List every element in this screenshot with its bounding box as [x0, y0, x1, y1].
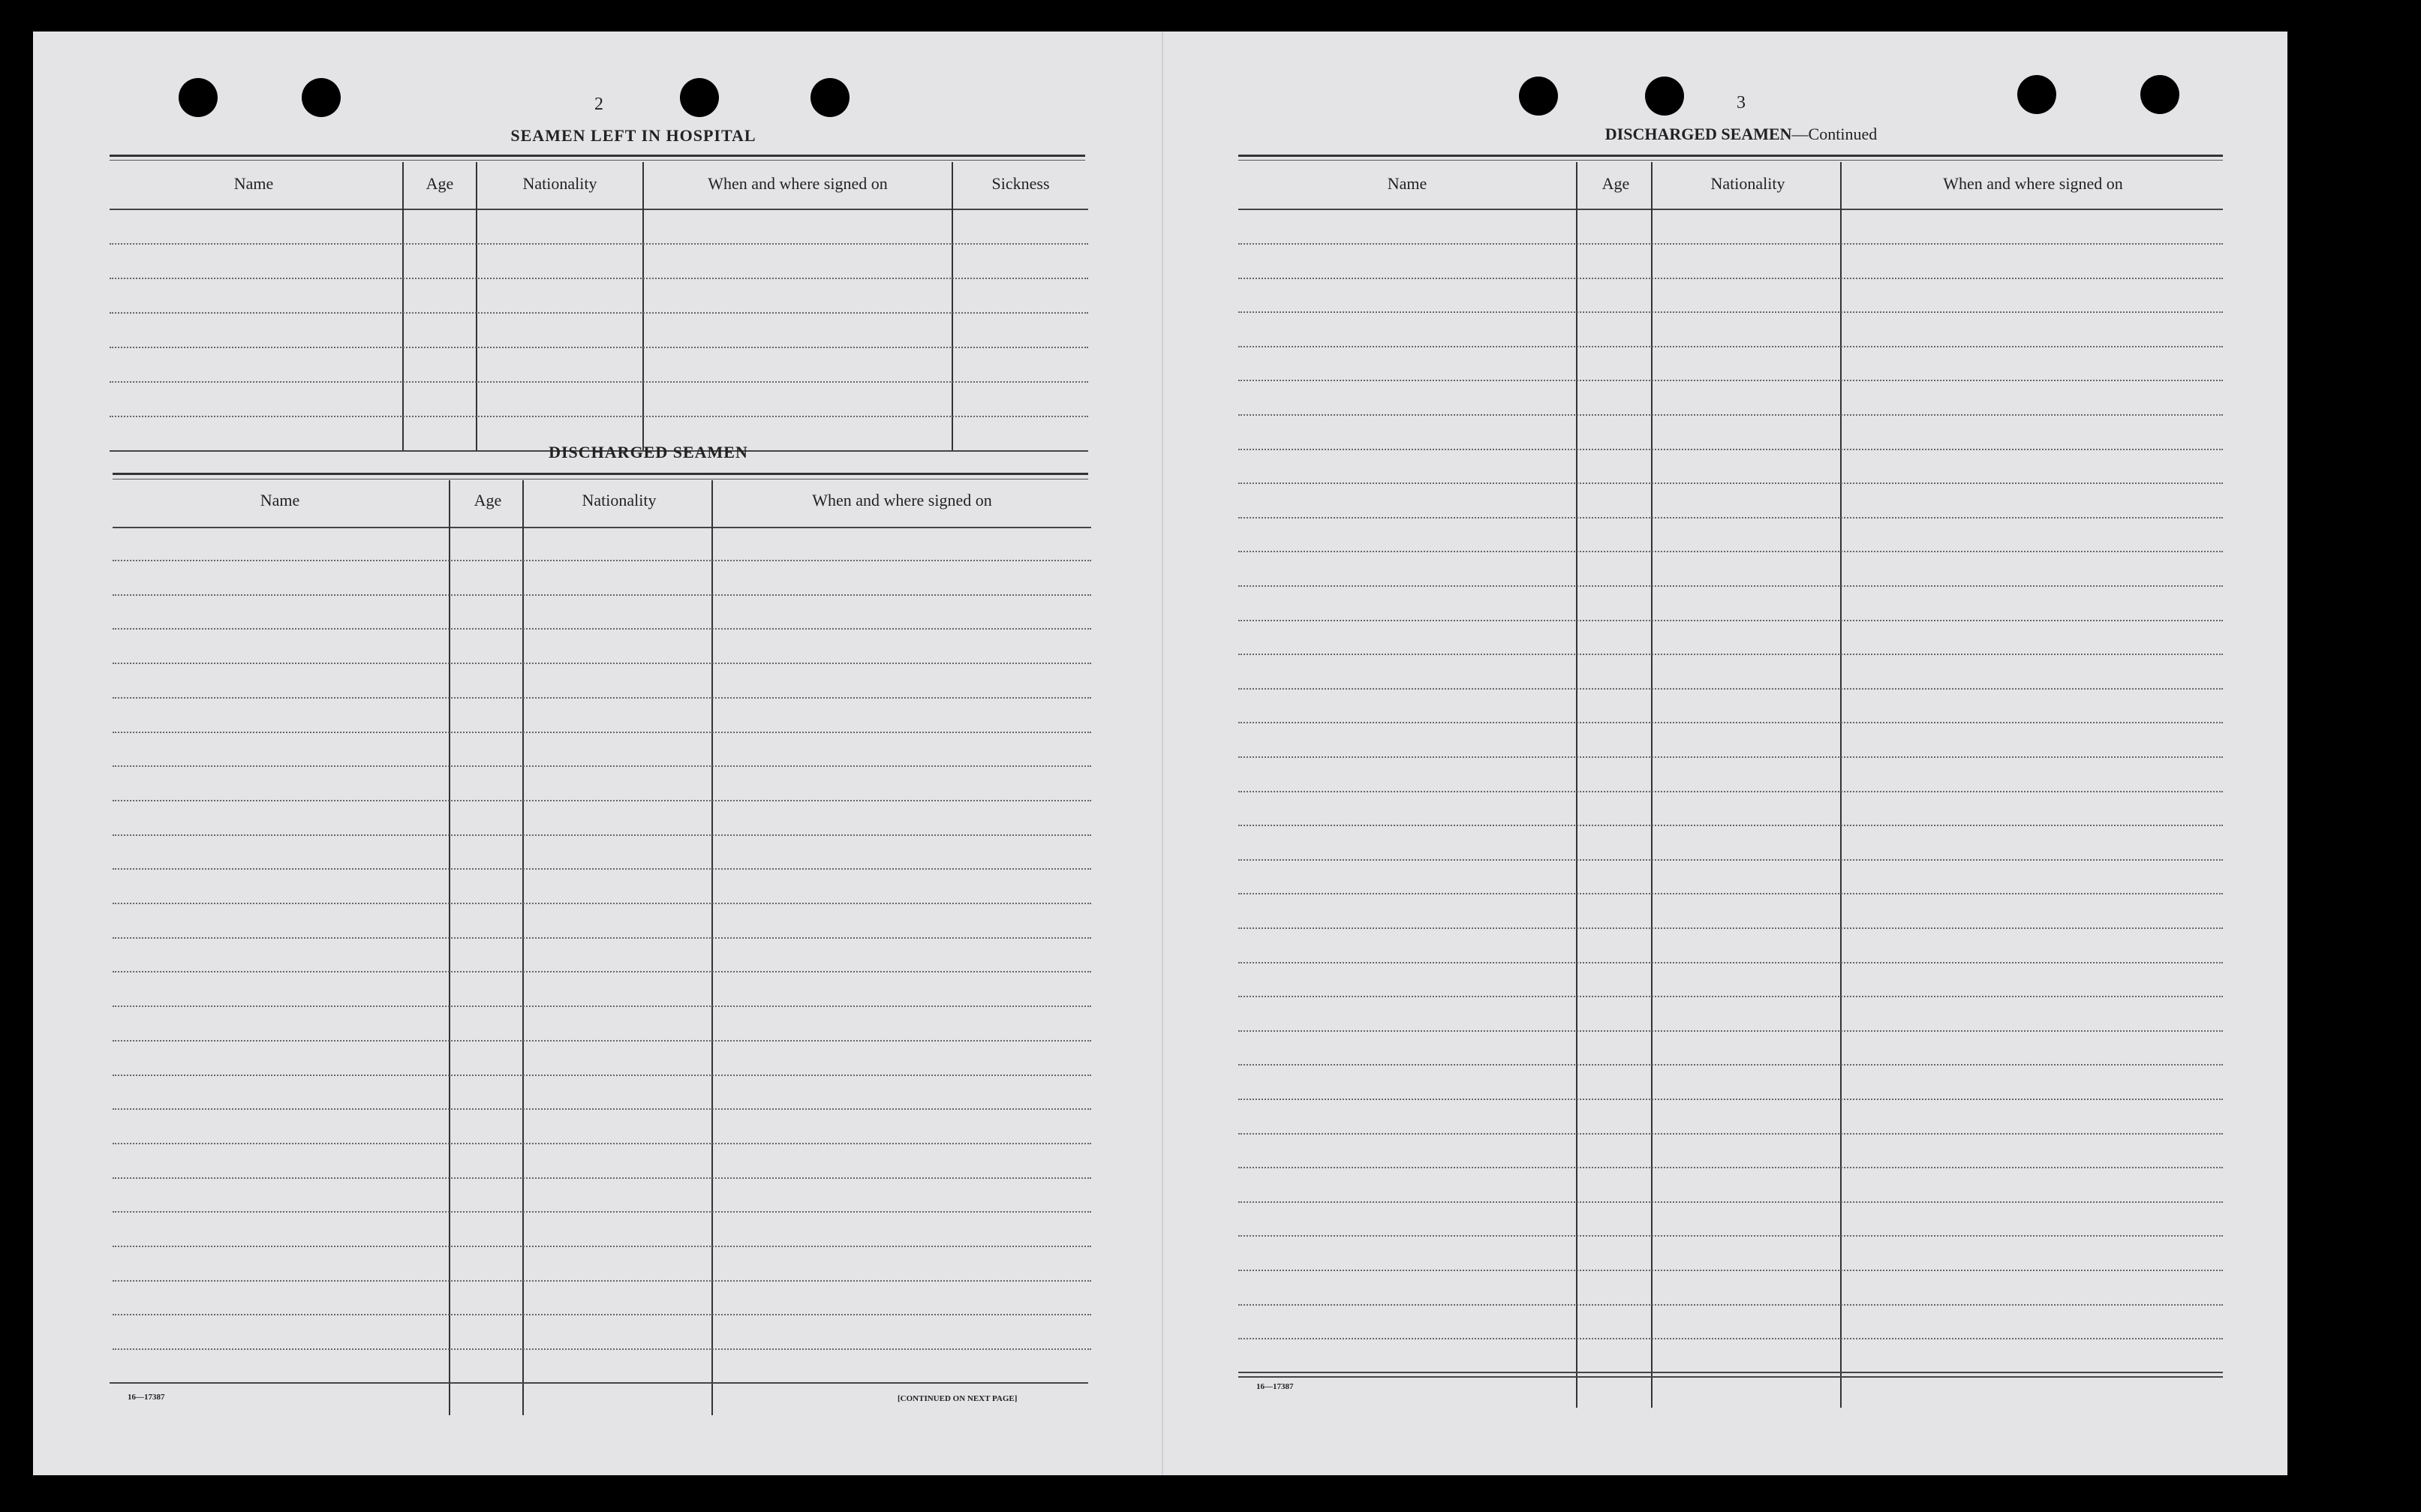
table-row-line: [1238, 654, 2223, 655]
table-row-line: [1238, 825, 2223, 826]
table-row-line: [1238, 927, 2223, 929]
col-header-when-where: When and where signed on: [1943, 174, 2123, 193]
table-row-line: [113, 1143, 1091, 1144]
col-header-sickness: Sickness: [991, 174, 1050, 193]
table-row-line: [113, 1348, 1091, 1350]
table-row-line: [1238, 1304, 2223, 1306]
col-header-age: Age: [426, 174, 454, 193]
table-row-line: [1238, 1201, 2223, 1203]
col-header-name: Name: [260, 491, 300, 510]
right-section-title: [1381, 125, 2101, 144]
table-row-line: [1238, 380, 2223, 381]
table-row-line: [113, 697, 1091, 699]
table-row-line: [113, 560, 1091, 561]
table-row-line: [113, 1177, 1091, 1179]
table-row-line: [113, 868, 1091, 870]
table-row-line: [113, 834, 1091, 836]
table-row-line: [113, 1211, 1091, 1213]
table-row-line: [1238, 1030, 2223, 1032]
table-row-line: [1238, 756, 2223, 758]
table-row-line: [1238, 1167, 2223, 1168]
col-header-when-where: When and where signed on: [708, 174, 888, 193]
col-header-nationality: Nationality: [522, 174, 597, 193]
col-header-name: Name: [233, 174, 274, 193]
table-row-line: [1238, 1099, 2223, 1100]
table-row-line: [1238, 1270, 2223, 1271]
col-header-name: Name: [1387, 174, 1427, 193]
table-row-line: [1238, 893, 2223, 894]
right-section-title-cont: —Continued: [1791, 125, 1878, 143]
table-row-line: [1238, 996, 2223, 997]
table-row-line: [1238, 791, 2223, 792]
table-row-line: [110, 312, 1088, 314]
table-row-line: [110, 243, 1088, 245]
table-row-line: [1238, 1235, 2223, 1237]
table-row-line: [113, 1280, 1091, 1282]
table-row-line: [1238, 243, 2223, 245]
table-row-line: [1238, 449, 2223, 450]
form-sheet: [33, 32, 2287, 1475]
table-row-line: [113, 1246, 1091, 1247]
table-row-line: [1238, 722, 2223, 723]
right-section-title-main: DISCHARGED SEAMEN: [1604, 125, 1792, 143]
table-row-line: [1238, 962, 2223, 963]
table-row-line: [1238, 517, 2223, 519]
table-row-line: [113, 628, 1091, 630]
table-row-line: [113, 663, 1091, 664]
table-row-line: [113, 800, 1091, 801]
hospital-section-title: SEAMEN LEFT IN HOSPITAL: [510, 126, 756, 145]
right-page: [1163, 32, 2287, 1475]
continued-note: [CONTINUED ON NEXT PAGE]: [898, 1394, 1018, 1403]
table-row-line: [113, 903, 1091, 904]
form-number: 16—17387: [128, 1393, 165, 1402]
table-row-line: [113, 1005, 1091, 1007]
table-row-line: [1238, 859, 2223, 861]
table-row-line: [110, 381, 1088, 383]
table-row-line: [113, 1075, 1091, 1076]
table-row-line: [1238, 346, 2223, 347]
table-row-line: [1238, 620, 2223, 621]
table-row-line: [1238, 482, 2223, 484]
table-row-line: [113, 1314, 1091, 1315]
col-header-when-where: When and where signed on: [812, 491, 992, 510]
col-header-age: Age: [1601, 174, 1630, 193]
left-page: [33, 32, 1162, 1475]
table-row-line: [113, 732, 1091, 733]
form-number: 16—17387: [1256, 1382, 1294, 1391]
page-number: 3: [1737, 93, 1746, 113]
table-row-line: [110, 278, 1088, 279]
table-row-line: [1238, 278, 2223, 279]
table-row-line: [113, 971, 1091, 972]
table-row-line: [113, 765, 1091, 767]
table-row-line: [1238, 551, 2223, 552]
table-row-line: [1238, 585, 2223, 587]
table-row-line: [1238, 311, 2223, 313]
table-row-line: [110, 416, 1088, 417]
page-number: 2: [594, 95, 603, 114]
table-row-line: [113, 1040, 1091, 1042]
col-header-age: Age: [474, 491, 502, 510]
table-row-line: [113, 1108, 1091, 1110]
table-row-line: [110, 347, 1088, 348]
table-row-line: [1238, 414, 2223, 416]
table-row-line: [113, 937, 1091, 939]
table-row-line: [1238, 1064, 2223, 1066]
col-header-nationality: Nationality: [582, 491, 657, 510]
col-header-nationality: Nationality: [1710, 174, 1785, 193]
table-row-line: [1238, 688, 2223, 690]
table-row-line: [1238, 1338, 2223, 1339]
table-row-line: [1238, 1133, 2223, 1135]
table-row-line: [113, 594, 1091, 596]
discharged-section-title: DISCHARGED SEAMEN: [549, 443, 748, 461]
